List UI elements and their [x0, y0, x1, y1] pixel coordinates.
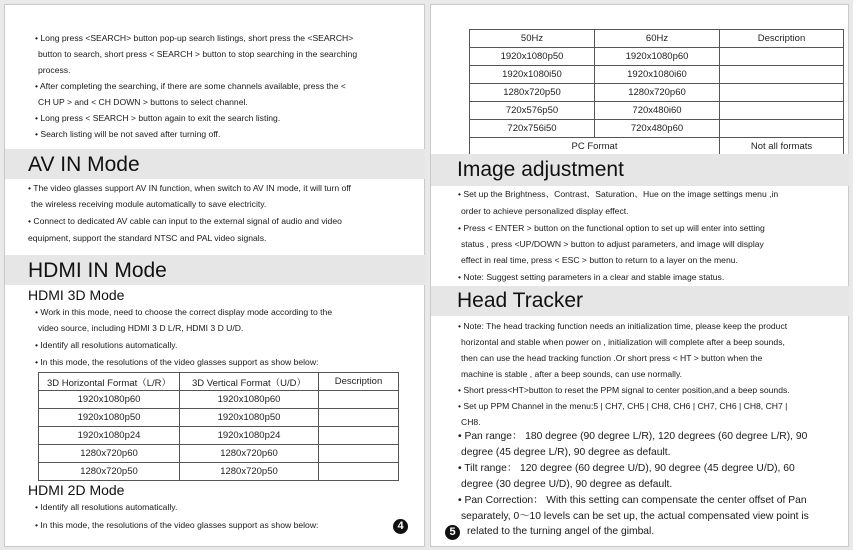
table-cell: 1280x720p60: [595, 84, 720, 102]
table-header: 3D Vertical Format（U/D）: [180, 373, 319, 391]
table-header: 3D Horizontal Format（L/R）: [39, 373, 180, 391]
text-line: status , press <UP/DOWN > button to adjust parameters, and image will display: [461, 239, 764, 249]
left-page: [4, 4, 425, 547]
table-cell: [720, 120, 844, 138]
table-cell: 720x576p50: [470, 102, 595, 120]
text-line: CH8.: [461, 417, 481, 427]
table-cell: 720x480i60: [595, 102, 720, 120]
resolution-table-3d: [38, 372, 399, 481]
text-line: • Pan Correction： With this setting can compensate the center offset of Pan: [458, 495, 807, 506]
table-cell: [319, 409, 399, 427]
table-cell: 1920x1080p60: [180, 391, 319, 409]
table-header: Description: [319, 373, 399, 391]
table-cell: Not all formats: [720, 138, 844, 156]
text-line: related to the turning angel of the gimbal.: [467, 526, 655, 537]
table-row: [470, 48, 844, 66]
text-line: video source, including HDMI 3 D L/R, HDMI 3 D U/D.: [38, 323, 244, 333]
table-cell: 720x480p60: [595, 120, 720, 138]
table-cell: [319, 463, 399, 481]
table-cell: 1280x720p50: [180, 463, 319, 481]
table-cell: 720x756i50: [470, 120, 595, 138]
table-cell: [319, 427, 399, 445]
table-row: [470, 102, 844, 120]
text-line: • Note: Suggest setting parameters in a clear and stable image status.: [458, 272, 725, 282]
table-row: [39, 391, 399, 409]
resolution-table-2d: [469, 29, 844, 156]
table-row: [39, 445, 399, 463]
table-row-pc: [470, 138, 844, 156]
text-line: • Pan range： 180 degree (90 degree L/R), 120 degrees (60 degree L/R), 90: [458, 431, 808, 442]
section-title-head: Head Tracker: [457, 289, 584, 312]
text-line: • Identify all resolutions automatically.: [35, 502, 178, 512]
table-cell: [720, 48, 844, 66]
text-line: • After completing the searching, if there are some channels available, press the <: [35, 81, 346, 91]
text-line: machine is stable , after a beep sounds, can use normally.: [461, 369, 683, 379]
text-line: • Note: The head tracking function needs an initialization time, please keep the product: [458, 321, 788, 331]
section-title-av: AV IN Mode: [28, 153, 140, 176]
text-line: process.: [38, 65, 71, 75]
text-line: • Identify all resolutions automatically.: [35, 340, 178, 350]
text-line: • Short press<HT>button to reset the PPM signal to center position,and a beep sounds.: [458, 385, 790, 395]
text-line: • Long press <SEARCH> button pop-up search listings, short press the <SEARCH>: [35, 33, 354, 43]
page-number: 4: [393, 519, 408, 534]
text-line: button to search, short press < SEARCH > button to stop searching in the searching: [38, 49, 358, 59]
table-cell: 1920x1080i50: [470, 66, 595, 84]
table-cell: [720, 102, 844, 120]
table-cell: 1920x1080p24: [39, 427, 180, 445]
table-cell: 1920x1080i60: [595, 66, 720, 84]
text-line: • Long press < SEARCH > button again to exit the search listing.: [35, 113, 281, 123]
subsection-title-hdmi3d: HDMI 3D Mode: [28, 287, 125, 303]
table-cell: 1920x1080p24: [180, 427, 319, 445]
text-line: CH UP > and < CH DOWN > buttons to select channel.: [38, 97, 248, 107]
text-line: • Connect to dedicated AV cable can input to the external signal of audio and video: [28, 216, 342, 226]
table-cell: 1920x1080p60: [39, 391, 180, 409]
table-cell: PC Format: [470, 138, 720, 156]
text-line: • Press < ENTER > button on the functional option to set up will enter into setting: [458, 223, 765, 233]
table-cell: [319, 445, 399, 463]
text-line: • The video glasses support AV IN function, when switch to AV IN mode, it will turn off: [28, 183, 351, 193]
text-line: effect in real time, press < ESC > button to return to a layer on the menu.: [461, 255, 738, 265]
table-header: 50Hz: [470, 30, 595, 48]
table-row: [39, 427, 399, 445]
text-line: • Search listing will be not saved after turning off.: [35, 129, 221, 139]
text-line: degree (45 degree L/R), 90 degree as default.: [461, 447, 671, 458]
table-row: [470, 66, 844, 84]
text-line: then can use the head tracking function .Or short press < HT > button when the: [461, 353, 763, 363]
text-line: separately, 0～10 levels can be set up, the actual compensated view point is: [461, 511, 809, 522]
table-cell: 1280x720p60: [39, 445, 180, 463]
table-cell: 1280x720p50: [39, 463, 180, 481]
text-line: degree (30 degree U/D), 90 degree as default.: [461, 479, 673, 490]
table-cell: [720, 66, 844, 84]
table-row: [470, 84, 844, 102]
table-row: [39, 463, 399, 481]
text-line: • Tilt range： 120 degree (60 degree U/D), 90 degree (45 degree U/D), 60: [458, 463, 795, 474]
right-page: [430, 4, 849, 547]
table-header: Description: [720, 30, 844, 48]
table-cell: 1280x720p50: [470, 84, 595, 102]
table-cell: 1280x720p60: [180, 445, 319, 463]
table-cell: [720, 84, 844, 102]
text-line: • In this mode, the resolutions of the video glasses support as show below:: [35, 520, 319, 530]
text-line: • Work in this mode, need to choose the correct display mode according to the: [35, 307, 333, 317]
text-line: the wireless receiving module automatically to save electricity.: [31, 199, 267, 209]
subsection-title-hdmi2d: HDMI 2D Mode: [28, 482, 125, 498]
text-line: equipment, support the standard NTSC and PAL video signals.: [28, 233, 267, 243]
table-cell: 1920x1080p50: [39, 409, 180, 427]
table-cell: 1920x1080p60: [595, 48, 720, 66]
text-line: • Set up the Brightness、Contrast、Saturation、Hue on the image settings menu ,in: [458, 189, 779, 199]
text-line: • Set up PPM Channel in the menu:5 | CH7, CH5 | CH8, CH6 | CH7, CH6 | CH8, CH7 |: [458, 401, 788, 411]
table-header-row: [470, 30, 844, 48]
table-cell: [319, 391, 399, 409]
table-header-row: [39, 373, 399, 391]
text-line: • In this mode, the resolutions of the video glasses support as show below:: [35, 357, 319, 367]
table-header: 60Hz: [595, 30, 720, 48]
table-row: [39, 409, 399, 427]
section-title-image: Image adjustment: [457, 158, 624, 181]
table-cell: 1920x1080p50: [470, 48, 595, 66]
text-line: horizontal and stable when power on , initialization will complete after a beep sounds,: [461, 337, 785, 347]
text-line: order to achieve personalized display effect.: [461, 206, 629, 216]
page-number: 5: [445, 525, 460, 540]
table-row: [470, 120, 844, 138]
table-cell: 1920x1080p50: [180, 409, 319, 427]
section-title-hdmi: HDMI IN Mode: [28, 259, 167, 282]
